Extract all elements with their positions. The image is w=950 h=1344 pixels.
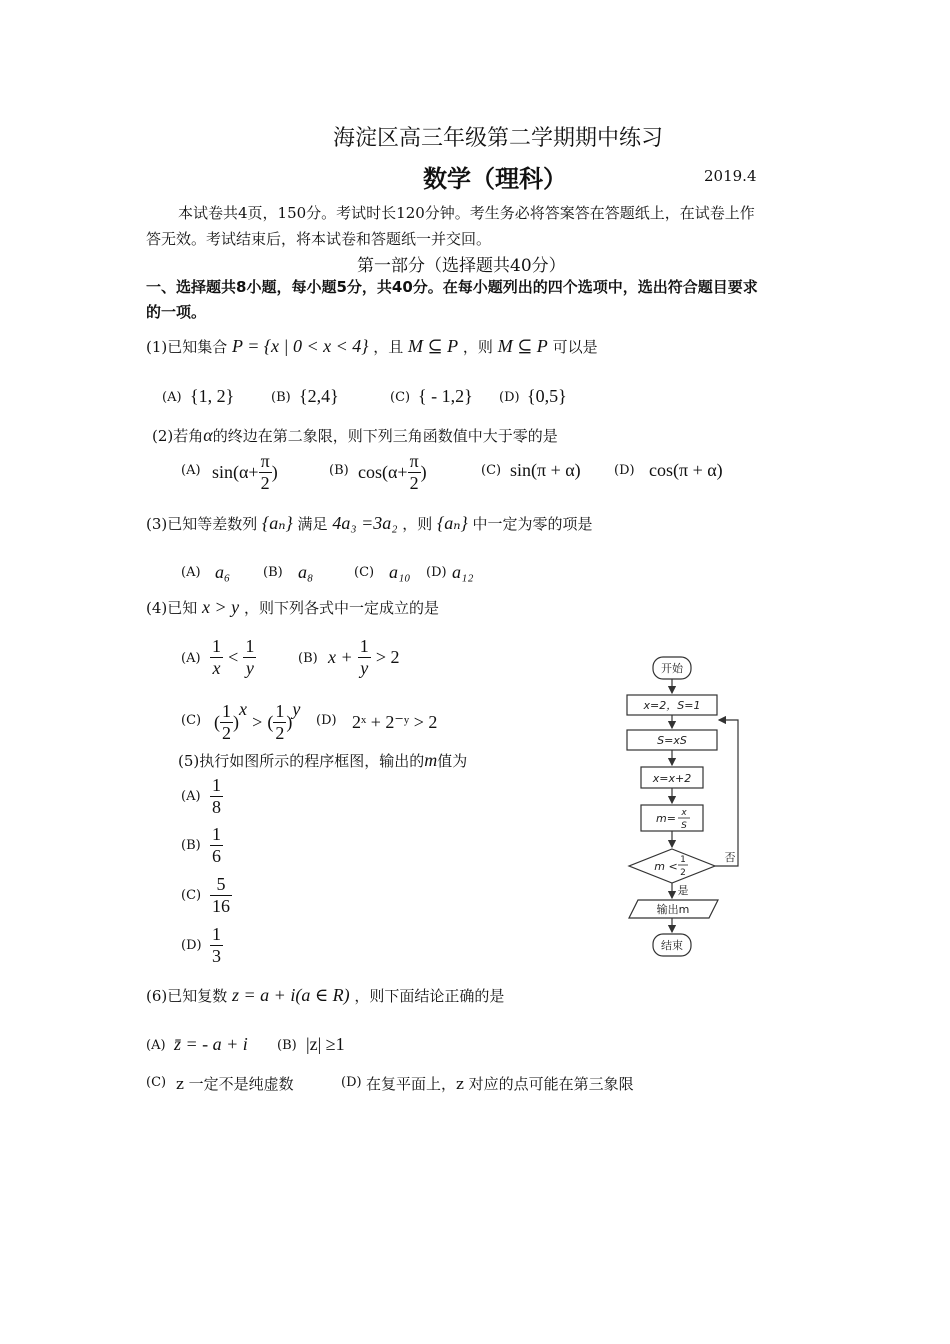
q4-c-den-1: 2 xyxy=(222,723,231,743)
q1-option-b-label: (B) xyxy=(271,390,291,405)
q4-a-num-2: 1 xyxy=(245,636,255,656)
q6-post: ，则下面结论正确的是 xyxy=(354,987,505,1005)
q1-option-d-label: (D) xyxy=(499,390,520,405)
q5-option-c-label: (C) xyxy=(181,888,202,903)
q4-c-num-1: 1 xyxy=(222,701,231,721)
q6-option-d-label: (D) xyxy=(341,1075,362,1090)
q3-option-d: a₁₂ xyxy=(452,562,474,582)
q3-option-b: a₈ xyxy=(298,562,314,582)
flow-decision-label: m < xyxy=(654,860,678,873)
q5-m: m xyxy=(424,750,438,770)
q1-option-c-label: (C) xyxy=(390,390,411,405)
q3-option-d-label: (D) xyxy=(426,565,447,580)
q6-option-b: |z| ≥1 xyxy=(306,1034,345,1054)
q3-cond: 4a₃ =3a₂ xyxy=(332,513,398,533)
q4-b-num: 1 xyxy=(359,636,369,656)
q5-c-den: 16 xyxy=(212,896,230,916)
q4-a-den-2: y xyxy=(245,658,254,678)
flow-decision-num: 1 xyxy=(680,855,686,865)
q2-a-den: 2 xyxy=(260,473,270,493)
flow-step3-label: m= xyxy=(656,812,676,825)
q1-option-b-value: {2,4} xyxy=(299,386,339,406)
intro-line-1: 本试卷共4页，150分。考试时长120分钟。考生务必将答案答在答题纸上，在试卷上作 xyxy=(178,204,755,222)
q3-seq: {aₙ} xyxy=(262,513,293,533)
q4-b-gt: > 2 xyxy=(375,647,400,667)
q1-rel-2: M ⊆ P xyxy=(497,336,548,356)
part1-title: 第一部分（选择题共40分） xyxy=(357,256,566,276)
q5-option-b-label: (B) xyxy=(181,838,201,853)
q4-c-num-2: 1 xyxy=(275,701,285,721)
q4-c-exp-2: y xyxy=(292,699,301,719)
q5-d-den: 3 xyxy=(212,946,221,966)
q3-option-a: a₆ xyxy=(215,562,231,582)
flow-no-label: 否 xyxy=(724,851,736,864)
q2-b-close: ) xyxy=(420,462,427,482)
q5-b-num: 1 xyxy=(212,824,221,844)
part1-instructions-1: 一、选择题共8小题，每小题5分，共40分。在每小题列出的四个选项中，选出符合题目要求 xyxy=(146,278,758,296)
flow-start-label: 开始 xyxy=(661,662,683,675)
q4-c-gt: > xyxy=(252,712,263,732)
q2-stem-post: 的终边在第二象限，则下列三角函数值中大于零的是 xyxy=(212,427,558,445)
flow-end-label: 结束 xyxy=(661,939,683,952)
q6-option-a-label: (A) xyxy=(146,1038,166,1053)
q2-option-a-label: (A) xyxy=(181,463,201,478)
q5-a-num: 1 xyxy=(212,775,221,795)
q1-option-d-value: {0,5} xyxy=(527,386,567,406)
q2-option-b-label: (B) xyxy=(329,463,349,478)
flow-init-label: x=2，S=1 xyxy=(643,699,701,712)
q4-a-den-1: x xyxy=(212,658,221,678)
q2-option-c-label: (C) xyxy=(481,463,502,478)
q1-post: 可以是 xyxy=(552,338,598,356)
q4-option-b xyxy=(328,636,399,679)
q4-b-den: y xyxy=(360,658,369,678)
flow-output-label: 输出m xyxy=(656,903,690,916)
q5-c-num: 5 xyxy=(210,874,232,896)
page-title: 海淀区高三年级第二学期期中练习 xyxy=(333,126,664,151)
q4-option-b-label: (B) xyxy=(298,651,318,666)
flow-step3-den: S xyxy=(681,821,687,831)
q4-a-lt: < xyxy=(228,647,239,667)
q4-option-a xyxy=(210,636,256,679)
q5-option-a-label: (A) xyxy=(181,789,201,804)
q5-option-c xyxy=(210,874,232,917)
q3-option-a-label: (A) xyxy=(181,565,201,580)
q2-b-num: π xyxy=(409,451,419,471)
q3-mid2: ，则 xyxy=(402,515,433,533)
q2-option-c: sin(π + α) xyxy=(510,460,581,480)
q2-option-d-label: (D) xyxy=(614,463,635,478)
q1-option-c-value: { - 1,2} xyxy=(418,386,473,406)
q3-option-b-label: (B) xyxy=(263,565,283,580)
q5-stem-pre: (5)执行如图所示的程序框图，输出的 xyxy=(178,752,425,770)
q2-option-b xyxy=(358,451,427,494)
q4-option-c-label: (C) xyxy=(181,713,202,728)
question-3 xyxy=(146,513,593,534)
q3-pre: (3)已知等差数列 xyxy=(146,515,258,533)
q5-option-d xyxy=(210,924,223,967)
q2-a-num: π xyxy=(260,451,270,471)
q4-c-exp-1: x xyxy=(239,699,247,719)
q2-option-d: cos(π + α) xyxy=(649,460,723,480)
q6-expr: z = a + i(a ∈ R) xyxy=(232,985,350,1005)
q4-a-num-1: 1 xyxy=(212,636,221,656)
q4-c-den-2: 2 xyxy=(275,723,285,743)
flow-step2-label: x=x+2 xyxy=(652,772,692,785)
question-6 xyxy=(146,985,504,1006)
q2-alpha: α xyxy=(203,425,213,445)
q3-mid: 满足 xyxy=(297,515,328,533)
q1-pre: (1)已知集合 xyxy=(146,338,228,356)
page-subtitle: 数学（理科） xyxy=(423,164,567,193)
question-5 xyxy=(178,750,467,771)
q3-option-c-label: (C) xyxy=(354,565,375,580)
q4-option-d-label: (D) xyxy=(316,713,337,728)
q2-b-den: 2 xyxy=(409,473,419,493)
q4-cond: x > y xyxy=(202,597,240,617)
q3-post: 中一定为零的项是 xyxy=(472,515,593,533)
q6-option-a: z̄ = - a + i xyxy=(174,1034,248,1054)
q2-option-a xyxy=(212,451,278,494)
flow-yes-label: 是 xyxy=(677,884,689,897)
q5-stem-post: 值为 xyxy=(437,752,468,770)
q1-option-a-value: {1, 2} xyxy=(190,386,235,406)
flow-step1-label: S=xS xyxy=(657,734,687,747)
part1-instructions-2: 的一项。 xyxy=(146,303,207,321)
q2-a-close: ) xyxy=(271,462,278,482)
q4-b-pre: x + xyxy=(328,647,353,667)
q1-set-p: P = {x | 0 < x < 4} xyxy=(232,336,369,356)
q5-option-b xyxy=(210,824,223,867)
q3-seq-2: {aₙ} xyxy=(437,513,468,533)
exam-date: 2019.4 xyxy=(704,167,757,185)
q6-option-c: z 一定不是纯虚数 xyxy=(176,1075,294,1093)
q5-option-a xyxy=(210,775,223,818)
flow-step3-num: x xyxy=(681,808,687,818)
q2-stem-pre: (2)若角 xyxy=(152,427,204,445)
q6-option-b-label: (B) xyxy=(277,1038,297,1053)
flow-decision-den: 2 xyxy=(680,868,686,878)
question-2 xyxy=(152,425,558,446)
q6-option-c-label: (C) xyxy=(146,1075,167,1090)
q5-a-den: 8 xyxy=(212,797,221,817)
q6-pre: (6)已知复数 xyxy=(146,987,228,1005)
q5-b-den: 6 xyxy=(212,846,221,866)
q4-option-a-label: (A) xyxy=(181,651,201,666)
question-1 xyxy=(146,336,598,357)
intro-line-2: 答无效。考试结束后，将本试卷和答题纸一并交回。 xyxy=(146,230,492,248)
program-flowchart xyxy=(600,648,780,968)
q2-b-fn: cos(α+ xyxy=(358,462,408,482)
q1-rel-1: M ⊆ P xyxy=(408,336,459,356)
q1-option-a-label: (A) xyxy=(162,390,182,405)
q4-option-c: ( $\frac{1}{2}$ )$^x$ > ( $\frac{1}{2}$ )$^y$ xyxy=(214,699,301,743)
q5-d-num: 1 xyxy=(212,924,221,944)
q1-mid: ，且 xyxy=(373,338,404,356)
q5-option-d-label: (D) xyxy=(181,938,202,953)
q4-post: ，则下列各式中一定成立的是 xyxy=(243,599,439,617)
q2-a-fn: sin(α+ xyxy=(212,462,259,482)
q3-option-c: a₁₀ xyxy=(389,562,411,582)
q1-mid2: ，则 xyxy=(462,338,493,356)
q6-option-d: 在复平面上，z 对应的点可能在第三象限 xyxy=(366,1075,634,1093)
q4-option-d: 2ˣ + 2⁻ʸ > 2 xyxy=(352,712,438,732)
q4-pre: (4)已知 xyxy=(146,599,198,617)
question-4 xyxy=(146,597,439,618)
